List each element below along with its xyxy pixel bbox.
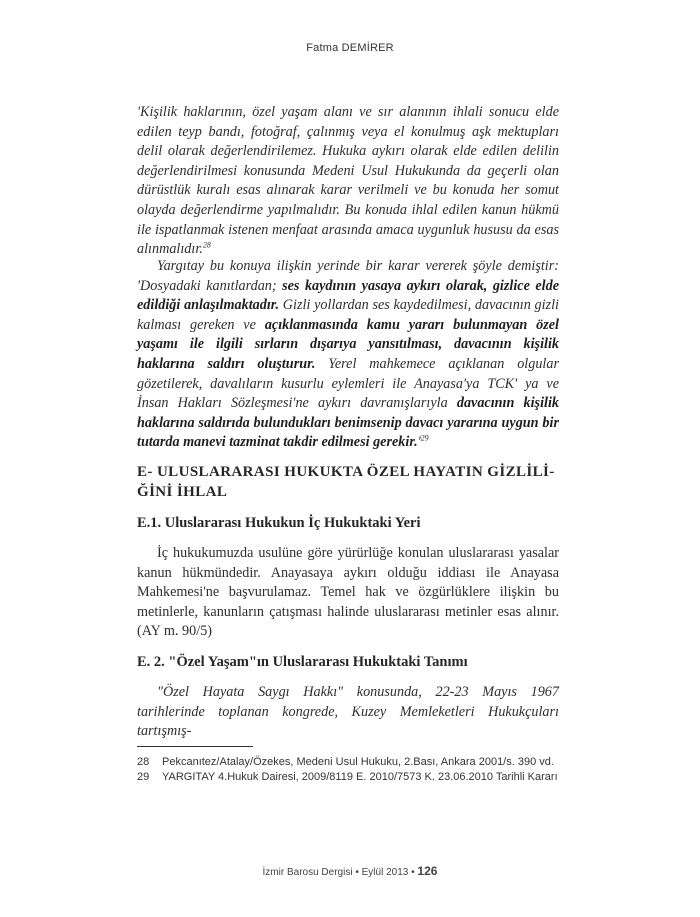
section-heading-e [137,462,559,502]
block-quote [137,103,559,260]
subheading-e1: E.1. Uluslararası Hukukun İç Hukuktaki Yeri [137,515,421,531]
paragraph-e1-text: İç hukukumuzda usulüne göre yürürlüğe konulan uluslararası yasalar kanun hükmündedir. Anayasaya aykırı olduğu iddiası ile Anayasa Mahkemesi'ne başvurulamaz. Temel hak ve özgürlüklere ilişkin bu metinlerle, kanunların çatışması halinde uluslararası metinler esas alınır. (AY m. 90/5) [137,545,559,640]
running-header: Fatma DEMİRER [306,42,394,54]
yargitay-text-3: Yerel mahkemece açıklanan olgular gözetilerek, davalıların kusurlu eylemleri ile Anayasa'ya TCK' ya ve İnsan Hakları Sözleşmesi'ne aykırı davranışlarıyla [137,355,559,412]
section-heading-e-line1: E- ULUSLARARASI HUKUKTA ÖZEL HAYATIN GİZLİLİ- [137,464,555,480]
footnote-divider [137,746,253,747]
yargitay-bold-1: ses kaydının yasaya aykırı olarak, gizlice elde edildiği anlaşılmaktadır. [137,277,559,314]
footer-separator: • [355,867,359,878]
footnote-29 [137,770,559,785]
footnotes [137,755,559,785]
footer-separator: • [411,867,415,878]
footnote-ref-28[interactable]: 28 [202,240,211,250]
page-footer [0,864,700,878]
yargitay-text-1: Yargıtay bu konuya ilişkin yerinde bir karar vererek şöyle demiştir: 'Dosyadaki kanıtlardan; [137,258,559,294]
yargitay-paragraph [137,257,559,453]
paragraph-e2 [137,683,559,742]
yargitay-bold-3: davacının kişilik haklarına saldırıda bulundukları benimsenip davacı yararına uygun bir tutarda manevi tazminat takdir edilmesi gerekir. [137,395,559,451]
footnote-number: 28 [137,756,150,768]
footnote-text: YARGITAY 4.Hukuk Dairesi, 2009/8119 E. 2010/7573 K. 23.06.2010 Tarihli Kararı [162,771,558,783]
yargitay-text-4: ' [417,434,421,451]
page-number: 126 [417,864,438,878]
footnote-number: 29 [137,771,150,783]
issue-date: Eylül 2013 [361,867,409,878]
journal-name: İzmir Barosu Dergisi [262,867,353,878]
footnote-28 [137,755,559,770]
footnote-ref-29[interactable]: 29 [420,433,429,443]
quote-text: 'Kişilik haklarının, özel yaşam alanı ve sır alanının ihlali sonucu elde edilen teyp bandı, fotoğraf, çalınmış veya el konulmuş aşk mektupları delil olarak değerlendirilemez. Hukuka aykırı olarak elde edilen delilin değerlendirilmesi konusunda Medeni Usul Hukukunda da geçerli olan dürüstlük kuralı esas alınarak karar verilmeli ve bu konuda her somut olayda değerlendirme yapılmalıdır. Bu konuda ihlal edilen kanun hükmü ile ispatlanmak istenen menfaat arasında amaca uygunluk hususu da esas alınmalıdır. [137,104,559,258]
paragraph-e1 [137,544,559,642]
yargitay-bold-2: açıklanmasında kamu yararı bulunmayan özel yaşamı ile ilgili sırların dışarıya yansıtılması, davacının kişilik haklarına saldırı oluşturur. [137,316,559,372]
footnote-text: Pekcanıtez/Atalay/Özekes, Medeni Usul Hukuku, 2.Bası, Ankara 2001/s. 390 vd. [162,756,554,768]
yargitay-text-2: Gizli yollardan ses kaydedilmesi, davacının gizli kalması gereken ve [137,297,559,333]
paragraph-e2-text: "Özel Hayata Saygı Hakkı" konusunda, 22-23 Mayıs 1967 tarihlerinde toplanan kongrede, Kuzey Memleketleri Hukukçuları tartışmış- [137,684,559,740]
subheading-e2: E. 2. "Özel Yaşam"ın Uluslararası Hukuktaki Tanımı [137,654,468,670]
section-heading-e-line2: ĞİNİ İHLAL [137,484,228,500]
